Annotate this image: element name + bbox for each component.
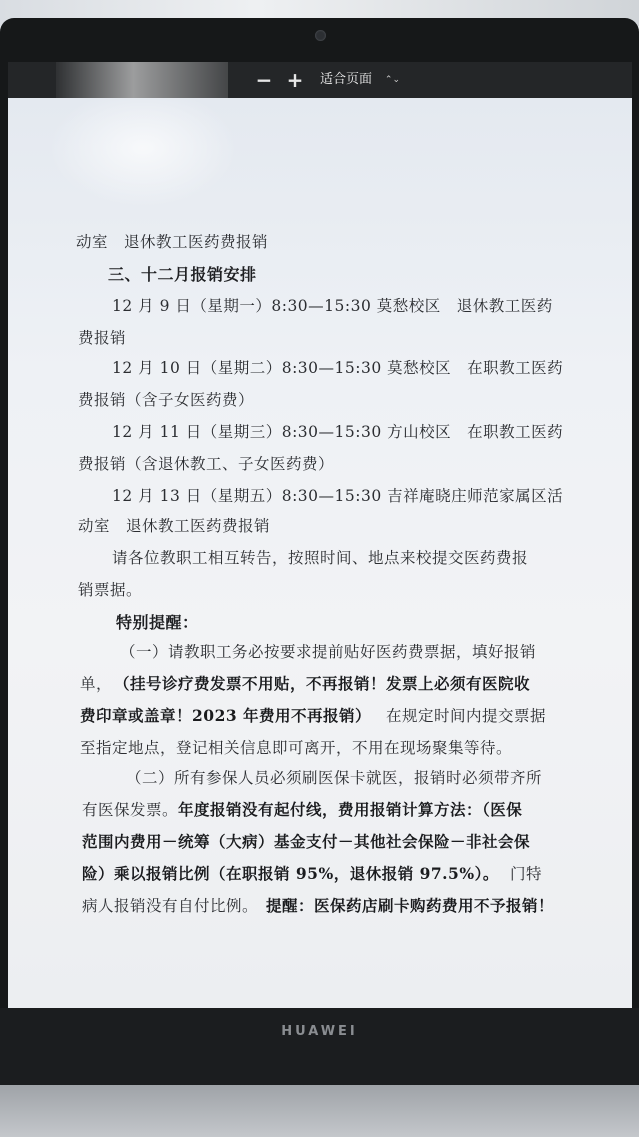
zoom-mode-value: 适合页面 <box>320 72 373 87</box>
doc-line: （一）请教职工务必按要求提前贴好医药费票据，填好报销 <box>120 643 537 661</box>
laptop-lower-bezel <box>0 1008 639 1088</box>
viewer-toolbar <box>8 62 632 98</box>
doc-line: 12 月 13 日（星期五）8:30—15:30 吉祥庵晓庄师范家属区活 <box>112 487 564 505</box>
document-page[interactable] <box>8 98 632 1008</box>
doc-line: 费报销 <box>78 329 127 347</box>
page-glare <box>48 98 238 208</box>
screen-glare <box>56 62 228 98</box>
doc-line: 病人报销没有自付比例。 <box>82 897 259 915</box>
section-heading: 三、十二月报销安排 <box>108 265 257 284</box>
doc-line-bold: 费印章或盖章！2023 年费用不再报销） <box>80 706 372 725</box>
doc-line: （二）所有参保人员必须刷医保卡就医，报销时必须带齐所 <box>126 769 543 787</box>
doc-line: 单， <box>80 675 113 693</box>
doc-line-bold: 险）乘以报销比例（在职报销 95%，退休报销 97.5%）。 <box>82 864 499 883</box>
doc-line: 请各位教职工相互转告，按照时间、地点来校提交医药费报 <box>112 549 529 567</box>
doc-line: 12 月 11 日（星期三）8:30—15:30 方山校区 在职教工医药 <box>112 423 564 441</box>
doc-line: 费报销（含子女医药费） <box>78 391 255 409</box>
doc-line: 12 月 9 日（星期一）8:30—15:30 莫愁校区 退休教工医药 <box>112 297 553 315</box>
doc-line: 动室 退休教工医药费报销 <box>76 233 269 251</box>
doc-line: 12 月 10 日（星期二）8:30—15:30 莫愁校区 在职教工医药 <box>112 359 564 377</box>
doc-line-bold: （挂号诊疗费发票不用贴，不再报销！发票上必须有医院收 <box>114 674 531 693</box>
doc-line: 动室 退休教工医药费报销 <box>78 517 271 535</box>
zoom-in-button[interactable]: + <box>286 68 304 92</box>
doc-line: 门特 <box>510 865 543 883</box>
zoom-out-button[interactable]: − <box>255 68 273 92</box>
doc-line: 至指定地点，登记相关信息即可离开，不用在现场聚集等待。 <box>80 739 513 757</box>
zoom-mode-select[interactable] <box>314 69 406 91</box>
doc-line-bold: 范围内费用－统筹（大病）基金支付－其他社会保险－非社会保 <box>82 832 531 851</box>
laptop-base <box>0 1085 639 1137</box>
doc-line: 费报销（含退休教工、子女医药费） <box>78 455 335 473</box>
webcam-icon <box>315 30 326 41</box>
doc-line-bold: 年度报销没有起付线，费用报销计算方法：（医保 <box>178 800 523 819</box>
brand-logo: HUAWEI <box>281 1024 358 1039</box>
doc-line: 在规定时间内提交票据 <box>386 707 547 725</box>
doc-line-bold: 提醒：医保药店刷卡购药费用不予报销！ <box>266 896 555 915</box>
doc-line: 有医保发票。 <box>82 801 179 819</box>
doc-line: 销票据。 <box>78 581 143 599</box>
chevron-updown-icon: ⌃⌄ <box>384 75 400 85</box>
reminder-heading: 特别提醒： <box>116 613 199 632</box>
